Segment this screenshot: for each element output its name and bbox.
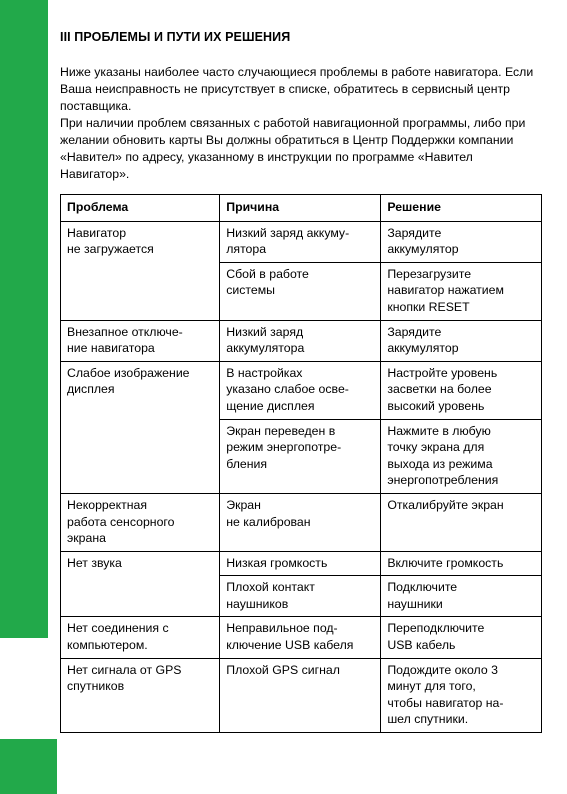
intro-text: [60, 64, 542, 183]
page-content: [60, 30, 542, 733]
cause-cell: Низкий заряд аккумулятора: [220, 320, 381, 361]
solution-cell: Включите громкость: [381, 551, 542, 576]
cause-cell: Плохой GPS сигнал: [220, 658, 381, 732]
problem-cell: Некорректная работа сенсорного экрана: [61, 493, 220, 551]
troubleshooting-table: [60, 194, 542, 733]
problem-cell: Нет соединения с компьютером.: [61, 617, 220, 658]
table-header-row: [61, 195, 542, 222]
section-title: III ПРОБЛЕМЫ И ПУТИ ИХ РЕШЕНИЯ: [60, 30, 291, 44]
header-problem: Проблема: [61, 195, 220, 222]
solution-cell: Настройте уровень засветки на более высокий уровень: [381, 361, 542, 419]
cause-cell: Сбой в работе системы: [220, 262, 381, 320]
solution-cell: Перезагрузите навигатор нажатием кнопки RESET: [381, 262, 542, 320]
table-row: [61, 493, 542, 551]
green-page-tab: [0, 739, 57, 794]
solution-cell: Подождите около 3 минут для того, чтобы навигатор на- шел спутники.: [381, 658, 542, 732]
table-row: [61, 361, 542, 419]
problem-cell: Навигатор не загружается: [61, 221, 220, 320]
solution-cell: Подключите наушники: [381, 576, 542, 617]
intro-paragraph-2: При наличии проблем связанных с работой навигационной программы, либо при желании обновить карты Вы должны обратиться в Центр Поддержки компании «Навител» по адресу, указанному в инструкции по программе «Навител Навигатор».: [60, 116, 526, 181]
problem-cell: Нет звука: [61, 551, 220, 617]
table-row: [61, 551, 542, 576]
cause-cell: Экран переведен в режим энергопотре- бления: [220, 419, 381, 493]
cause-cell: Неправильное под- ключение USB кабеля: [220, 617, 381, 658]
solution-cell: Нажмите в любую точку экрана для выхода из режима энергопотребления: [381, 419, 542, 493]
problem-cell: Внезапное отключе- ние навигатора: [61, 320, 220, 361]
solution-cell: Зарядите аккумулятор: [381, 320, 542, 361]
solution-cell: Переподключите USB кабель: [381, 617, 542, 658]
header-cause: Причина: [220, 195, 381, 222]
cause-cell: Плохой контакт наушников: [220, 576, 381, 617]
table-row: [61, 617, 542, 658]
cause-cell: В настройках указано слабое осве- щение дисплея: [220, 361, 381, 419]
table-row: [61, 658, 542, 732]
solution-cell: Откалибруйте экран: [381, 493, 542, 551]
cause-cell: Низкая громкость: [220, 551, 381, 576]
problem-cell: Слабое изображение дисплея: [61, 361, 220, 493]
intro-paragraph-1: Ниже указаны наиболее часто случающиеся проблемы в работе навигатора. Если Ваша неисправность не присутствует в списке, обратитесь в сервисный центр поставщика.: [60, 65, 534, 113]
solution-cell: Зарядите аккумулятор: [381, 221, 542, 262]
cause-cell: Экран не калиброван: [220, 493, 381, 551]
green-side-bar: [0, 0, 48, 638]
table-row: [61, 320, 542, 361]
table-row: [61, 221, 542, 262]
problem-cell: Нет сигнала от GPS спутников: [61, 658, 220, 732]
cause-cell: Низкий заряд аккуму- лятора: [220, 221, 381, 262]
header-solution: Решение: [381, 195, 542, 222]
